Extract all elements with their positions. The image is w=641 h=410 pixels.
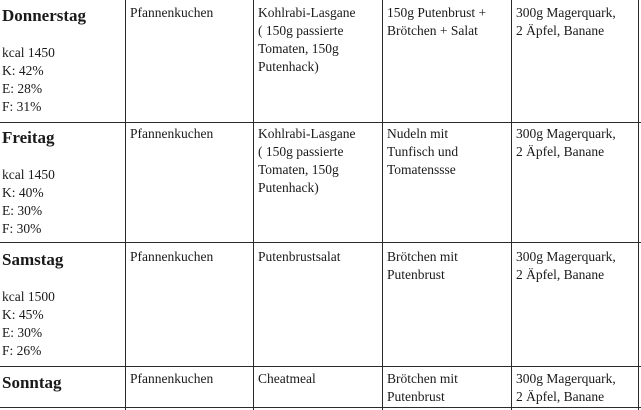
meal-line: Nudeln mit [387,126,449,141]
meal-line: Pfannenkuchen [130,126,214,141]
meal-line: 300g Magerquark, [516,126,616,141]
column-divider [511,0,512,410]
meal-line: 2 Äpfel, Banane [516,23,605,38]
table-row-donnerstag-day [2,6,86,116]
meal-line: Putenhack) [258,59,319,74]
meal-line: 300g Magerquark, [516,371,616,386]
meal-line: Putenbrust [387,389,445,404]
meal-line: Tomaten, 150g [258,162,339,177]
fat-percent: F: 26% [2,343,42,358]
snack-cell [516,248,616,284]
column-divider [382,0,383,410]
meal-line: Pfannenkuchen [130,5,214,20]
dinner-cell [387,370,458,406]
carb-percent: K: 45% [2,307,44,322]
kcal-value: kcal 1450 [2,45,55,60]
meal-line: Putenbrust [387,267,445,282]
dinner-cell [387,248,458,284]
meal-line: 300g Magerquark, [516,249,616,264]
breakfast-cell [130,370,213,388]
snack-cell [516,370,616,406]
snack-cell [516,125,616,161]
lunch-cell [258,248,341,266]
kcal-value: kcal 1500 [2,289,55,304]
table-row-sonntag-day [2,373,62,393]
day-name: Samstag [2,250,64,269]
meal-line: Cheatmeal [258,371,316,386]
meal-line: Brötchen + Salat [387,23,478,38]
snack-cell [516,4,616,40]
column-divider [638,0,639,410]
breakfast-cell [130,125,213,143]
meal-line: Putenbrustsalat [258,249,341,264]
column-divider [125,0,126,410]
meal-line: Brötchen mit [387,371,458,386]
table-row-samstag-day [2,250,63,360]
meal-line: Kohlrabi-Lasgane [258,126,356,141]
column-divider [253,0,254,410]
lunch-cell [258,4,355,76]
meal-line: ( 150g passierte [258,144,344,159]
dinner-cell [387,4,486,40]
carb-percent: K: 40% [2,185,44,200]
carb-percent: K: 42% [2,63,44,78]
fat-percent: F: 31% [2,99,42,114]
meal-line: 150g Putenbrust + [387,5,487,20]
meal-line: Pfannenkuchen [130,371,214,386]
day-name: Sonntag [2,373,62,392]
fat-percent: F: 30% [2,221,42,236]
meal-line: 2 Äpfel, Banane [516,389,605,404]
meal-line: Kohlrabi-Lasgane [258,5,356,20]
protein-percent: E: 30% [2,325,43,340]
protein-percent: E: 28% [2,81,43,96]
row-divider [0,366,641,367]
meal-line: Tomaten, 150g [258,41,339,56]
row-divider [0,407,641,408]
meal-line: 2 Äpfel, Banane [516,144,605,159]
meal-line: 300g Magerquark, [516,5,616,20]
protein-percent: E: 30% [2,203,43,218]
meal-line: Tomatenssse [387,162,456,177]
breakfast-cell [130,4,213,22]
kcal-value: kcal 1450 [2,167,55,182]
day-name: Donnerstag [2,6,87,25]
breakfast-cell [130,248,213,266]
row-divider [0,122,641,123]
meal-line: Putenhack) [258,180,319,195]
meal-line: ( 150g passierte [258,23,344,38]
day-name: Freitag [2,128,55,147]
meal-line: Brötchen mit [387,249,458,264]
meal-line: 2 Äpfel, Banane [516,267,605,282]
lunch-cell [258,370,316,388]
dinner-cell [387,125,458,179]
lunch-cell [258,125,355,197]
meal-line: Tunfisch und [387,144,459,159]
meal-line: Pfannenkuchen [130,249,214,264]
table-row-freitag-day [2,128,55,238]
row-divider [0,242,641,243]
